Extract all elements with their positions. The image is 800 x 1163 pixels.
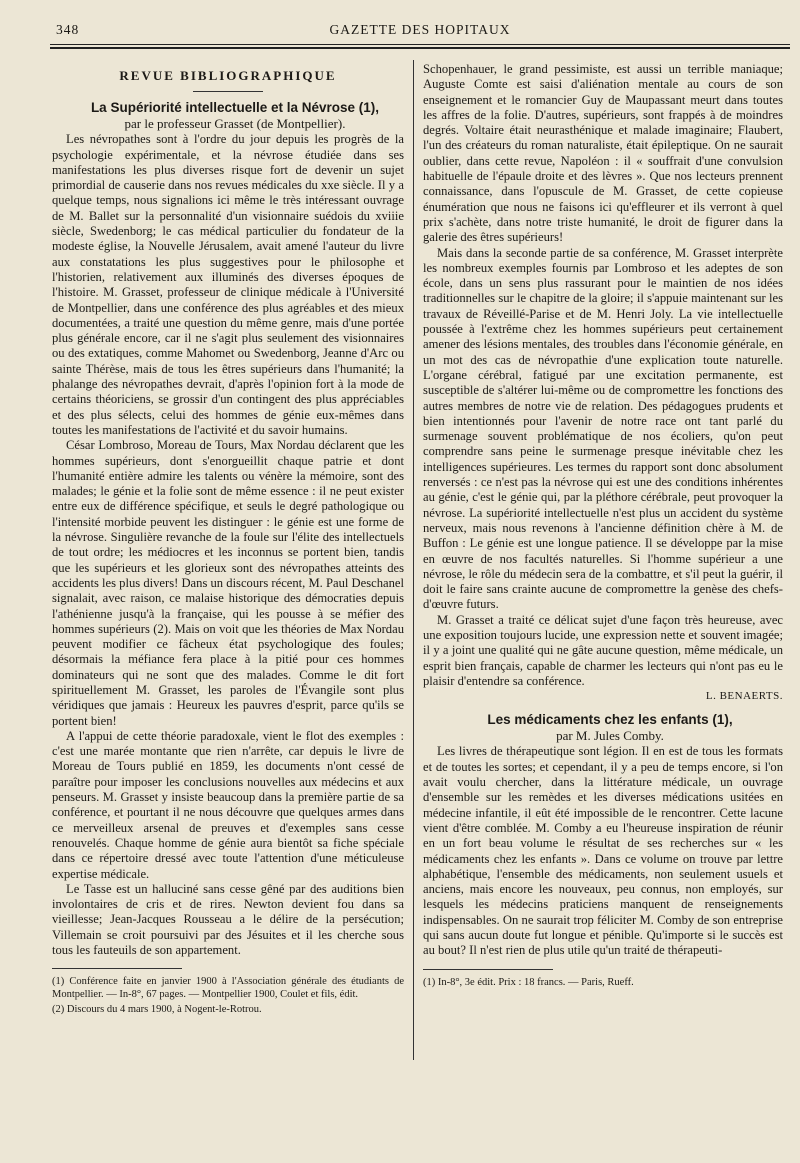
footnote: (1) In-8°, 3e édit. Prix : 18 francs. — Paris, Rueff. bbox=[423, 976, 634, 988]
article-author: par M. Jules Comby. bbox=[556, 728, 664, 744]
page-number: 348 bbox=[56, 22, 80, 37]
paragraph: M. Grasset a traité ce délicat sujet d'une façon très heureuse, avec une exposition toujours lucide, une expression nette et souvent imagée; il y a joint une qualité qui ne gâte aucune question, même médicale, un esprit bien français, capable de charmer les lecteurs qui n'ont pas eu le plaisir d'entendre sa conférence. bbox=[423, 612, 783, 688]
paragraph: Les névropathes sont à l'ordre du jour depuis les progrès de la psychologie expérimentale, et la névrose étudiée dans ses manifestations les plus diverses risque fort de devenir un sujet primordial de causerie dans nos revues médicales du xxe siècle. Il y a quelque temps, nous signalions ici même le très intéressant ouvrage de M. Ballet sur la personnalité d'un visionnaire suédois du xviiie siècle, Swedenborg; le cas médical particulier du fondateur de la modeste église, la Nouvelle Jérusalem, avait amené l'auteur du livre aux constatations les plus suggestives pour le philosophe et l'historien, relativement aux illuminés des diverses époques de l'histoire. M. Grasset, professeur de clinique médicale à l'Université de Montpellier, dans une conférence des plus agréables et des mieux documentées, a traité une question du même genre, mais d'une portée plus générale encore, car il ne s'agit plus seulement des visionnaires ou des extatiques, comme Mahomet ou Swedenborg, Jeanne d'Arc ou sainte Thérèse, mais de tous les êtres supérieurs dans l'humanité; la phalange des névropathes devrait, d'après l'opinion fort à la mode de certains théoriciens, se grossir d'un contingent des plus appréciables et des plus sélects, celui des hommes de génie eux-mêmes dans toutes les manifestations de l'activité et du savoir humains. bbox=[52, 132, 404, 437]
footnote: (2) Discours du 4 mars 1900, à Nogent-le-Rotrou. bbox=[52, 1004, 262, 1016]
section-title: REVUE BIBLIOGRAPHIQUE bbox=[119, 68, 337, 83]
left-column bbox=[52, 62, 404, 1018]
paragraph: Mais dans la seconde partie de sa conférence, M. Grasset interprète les nombreux exemples fournis par Lombroso et les adeptes de son école, dans un sens plus rassurant pour le maintien de nos idées traditionnelles sur le chapitre de la gloire; il s'appuie maintenant sur les travaux de Réveillé-Parise et de M. Henri Joly. La vie intellectuelle poussée à l'extrême chez les hommes supérieurs peut certainement amener des lésions mentales, des troubles dans l'économie générale, en un mot des cas de névropathie d'une explication toute naturelle. L'organe cérébral, fatigué par une excitation permanente, est susceptible de s'altérer lui-même ou de compromettre les fonctions des autres membres de notre vie de relation. Des pédagogues prudents et bien intentionnés pour l'avenir de notre race ont tant parlé du surmenage souvent problématique de nos écoliers, qu'on peut comprendre sans peine le surmenage presque inévitable chez les intelligences supérieures. Les termes du rapport sont donc absolument renversés : ce n'est pas la névrose qui est une des conditions inhérentes au génie, c'est le génie qui, par la pléthore cérébrale, peut provoquer la névrose. La supériorité intellectuelle n'est plus un accident du système nerveux, mais nous revenons à l'ancienne définition chère à M. de Buffon : Le génie est une longue patience. Il se développe par la mise en œuvre de nos facultés naturelles. Si l'homme supérieur a une névrose, le rôle du médecin sera de la combattre, et s'il peut la guérir, il doit le faire sans crainte aucune de compromettre la genèse des chefs-d'œuvre futurs. bbox=[423, 245, 783, 612]
header-rule bbox=[50, 44, 790, 45]
column-divider bbox=[413, 60, 414, 1060]
header-rule-thick bbox=[50, 47, 790, 49]
article-title: La Supériorité intellectuelle et la Névrose (1), bbox=[90, 100, 380, 116]
footnote-rule bbox=[52, 968, 182, 969]
journal-title: GAZETTE DES HOPITAUX bbox=[329, 22, 511, 37]
footnote: (1) Conférence faite en janvier 1900 à l'Association générale des étudiants de Montpellier. — In-8°, 67 pages. — Montpellier 1900, Coulet et fils, édit. bbox=[52, 976, 404, 1001]
right-column bbox=[423, 62, 783, 991]
article-title: Les médicaments chez les enfants (1), bbox=[487, 712, 733, 728]
signature: L. BENAERTS. bbox=[705, 690, 783, 703]
paragraph: A l'appui de cette théorie paradoxale, vient le flot des exemples : c'est une marée montante que rien n'arrête, car depuis le livre de Moreau de Tours publié en 1859, les documents n'ont cessé de paraître pour imposer les conclusions nouvelles aux médecins et aux penseurs. M. Grasset y insiste beaucoup dans la première partie de sa conférence, et pourtant il ne nous découvre que quelques armes dans ce merveilleux arsenal de preuves et d'exemples sans cesse renouvelés. Chaque homme de génie aura bientôt sa fiche spéciale dans ce répertoire dressé avec toute l'attention d'une méticuleuse expertise médicale. bbox=[52, 728, 404, 881]
paragraph: Les livres de thérapeutique sont légion. Il en est de tous les formats et de toutes les sortes; et cependant, il y a peu de temps encore, si l'on avait voulu chercher, dans la littérature médicale, un ouvrage d'ensemble sur les remèdes et les diverses médications usitées en médecine infantile, il eût été impossible de le rencontrer. Cette lacune vient d'être comblée. M. Comby a eu l'heureuse inspiration de réunir en un fort beau volume le résultat de ses recherches sur « les médicaments chez les enfants ». Dans ce volume on trouve par lettre alphabétique, l'ensemble des médicaments, non seulement usuels et anciens, mais encore les nouveaux, peu connus, non employés, sur lesquels les médecins praticiens manquent de renseignements indispensables. On ne saurait trop féliciter M. Comby de son entreprise qui sans aucun doute fut longue et pénible. Qu'importe si le succès est au bout? Il n'est rien de plus utile qu'un traité de thérapeuti- bbox=[423, 744, 783, 958]
paragraph: Schopenhauer, le grand pessimiste, est aussi un terrible maniaque; Auguste Comte est saisi d'aliénation mentale au cours de son enseignement et le romancier Guy de Maupassant meurt dans toutes les affres de la folie. D'autres, supérieurs, sont frappés à de moindres degrés. Voltaire était neurasthénique et malade imaginaire; Flaubert, l'un des créateurs du roman naturaliste, était épileptique. On ne saurait oublier, dans cette revue, Napoléon : il « souffrait d'une convulsion habituelle de l'épaule droite et des lèvres ». Que nos lecteurs prennent connaissance, dans l'opuscule de M. Grasset, de cette copieuse énumération que nous ne faisons ici qu'effleurer et ils verront à quel prix s'achète, dans notre triste humanité, le droit de figurer dans la galerie des êtres supérieurs! bbox=[423, 62, 783, 245]
article-author: par le professeur Grasset (de Montpellier). bbox=[124, 116, 346, 132]
paragraph: César Lombroso, Moreau de Tours, Max Nordau déclarent que les hommes supérieurs, dont s'enorgueillit chaque patrie et dont l'humanité entière admire les talents ou vénère la mémoire, sont des malades; le génie et la folie sont de même essence : il ne peut exister entre eux de différence spécifique, et seuls le degré pathologique ou l'intensité morbide peuvent les distinguer : le génie est une forme de la névrose. Singulière revanche de la foule sur l'élite des intellectuels de tout ordre; les médiocres et les inconnus se portent bien, tandis que les supérieurs et les glorieux sont des névropathes atteints des accidents les plus divers! Dans un discours récent, M. Paul Deschanel signalait, avec raison, ce malaise historique des démocraties depuis l'athénienne jusqu'à la française, qui les pousse à se méfier des hommes supérieurs (2). Mais on voit que les théories de Max Nordau peuvent modifier ce fâcheux état psychologique des foules; désormais la méfiance fera place à la pitié pour ces hommes dominateurs qui ne sont que des malades. Comme le dit fort spirituellement M. Grasset, les paroles de l'Évangile sont plus véridiques que jamais : Heureux les pauvres d'esprit, parce qu'ils se portent bien! bbox=[52, 438, 404, 728]
section-rule bbox=[193, 91, 263, 92]
footnote-rule bbox=[423, 969, 553, 970]
paragraph: Le Tasse est un halluciné sans cesse gêné par des auditions bien involontaires de cris et de rires. Newton devient fou dans sa vieillesse; Jean-Jacques Rousseau a le délire de la persécution; Villemain se croit poursuivi par des Jésuites et il les cherche sous tous les fauteuils de son appartement. bbox=[52, 881, 404, 958]
